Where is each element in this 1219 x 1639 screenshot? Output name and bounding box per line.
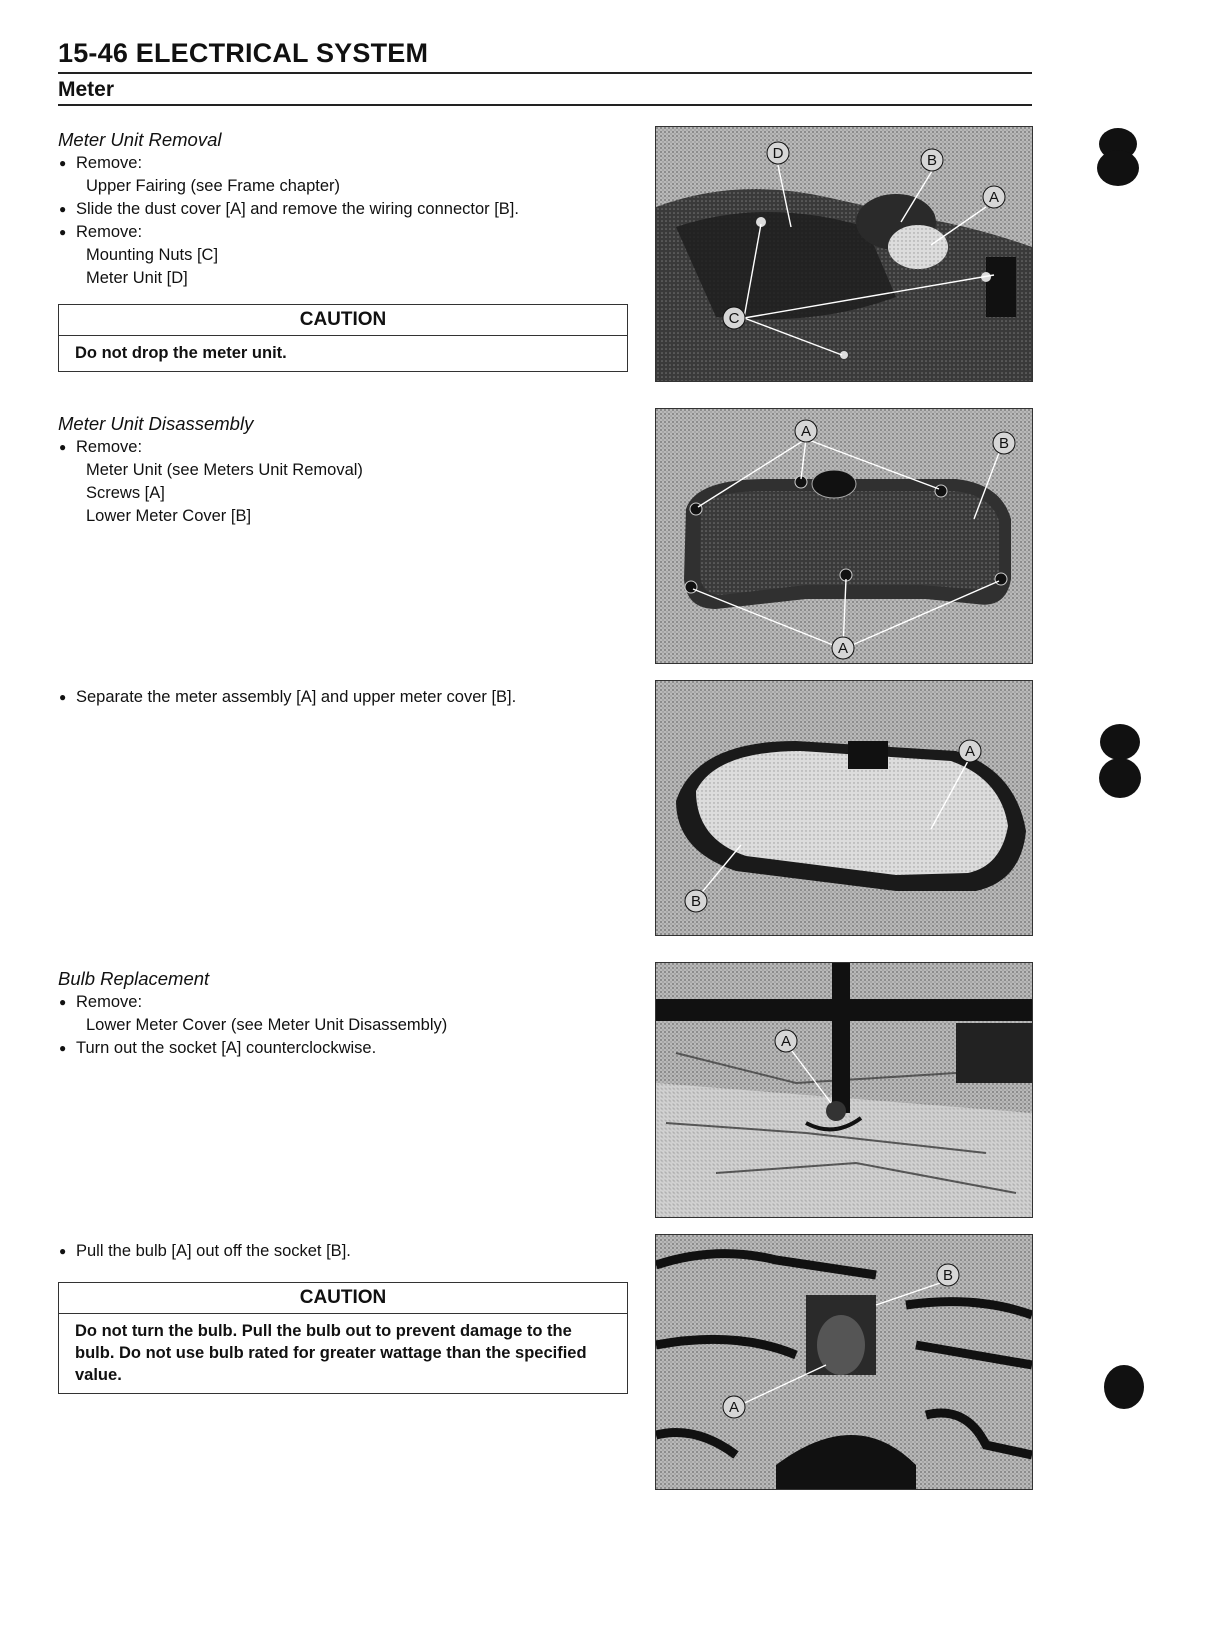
- caution-text: Do not drop the meter unit.: [75, 344, 287, 362]
- header-rule: [58, 72, 1032, 74]
- disassembly-step-1: ● Remove:: [58, 436, 628, 459]
- meter-disassembly-photo: [655, 408, 1033, 664]
- callout-label: A: [728, 1399, 740, 1416]
- disassembly-item: Screws [A]: [86, 484, 165, 502]
- caution-heading: CAUTION: [59, 1283, 627, 1314]
- bulb-pull-photo: [655, 1234, 1033, 1490]
- thumb-tab-mark: [1102, 1362, 1146, 1412]
- removal-step-2: ● Slide the dust cover [A] and remove the wiring connector [B].: [58, 198, 628, 221]
- removal-section: [58, 128, 628, 290]
- removal-item: Mounting Nuts [C]: [86, 246, 219, 264]
- meter-separate-photo: [655, 680, 1033, 936]
- disassembly-title: Meter Unit Disassembly: [58, 413, 254, 434]
- callout-label: B: [926, 152, 938, 169]
- callout-label: A: [964, 743, 976, 760]
- removal-item: Upper Fairing (see Frame chapter): [86, 177, 341, 195]
- caution-box-1: [58, 304, 628, 372]
- page-title: 15-46 ELECTRICAL SYSTEM: [58, 38, 429, 68]
- callout-label: D: [772, 145, 784, 162]
- caution-heading: CAUTION: [59, 305, 627, 336]
- callout-label: B: [998, 435, 1010, 452]
- separate-section: [58, 686, 628, 709]
- disassembly-section: [58, 412, 628, 528]
- disassembly-item: Lower Meter Cover [B]: [86, 507, 252, 525]
- bulb-title: Bulb Replacement: [58, 968, 210, 989]
- callout-label: A: [988, 189, 1000, 206]
- section-title: Meter: [58, 78, 115, 101]
- removal-step-3: ● Remove:: [58, 221, 628, 244]
- section-rule: [58, 104, 1032, 106]
- callout-label: A: [780, 1033, 792, 1050]
- bulb-step-2: ● Turn out the socket [A] counterclockwise.: [58, 1037, 628, 1060]
- callout-label: C: [728, 310, 740, 327]
- caution-box-2: [58, 1282, 628, 1394]
- disassembly-item: Meter Unit (see Meters Unit Removal): [86, 461, 363, 479]
- removal-step-1: ● Remove:: [58, 152, 628, 175]
- separate-step: ● Separate the meter assembly [A] and upper meter cover [B].: [58, 686, 628, 709]
- thumb-tab-mark: [1097, 720, 1143, 802]
- caution-text: Do not turn the bulb. Pull the bulb out to prevent damage to the bulb. Do not use bulb rated for greater wattage than the specified value.: [75, 1322, 587, 1384]
- callout-label: A: [800, 423, 812, 440]
- callout-label: B: [690, 893, 702, 910]
- bulb-section: [58, 967, 628, 1060]
- removal-item: Meter Unit [D]: [86, 269, 188, 287]
- bulb-item: Lower Meter Cover (see Meter Unit Disassembly): [86, 1016, 448, 1034]
- callout-label: A: [837, 640, 849, 657]
- pull-section: [58, 1240, 628, 1263]
- callout-label: B: [942, 1267, 954, 1284]
- bulb-step-1: ● Remove:: [58, 991, 628, 1014]
- thumb-tab-mark: [1095, 126, 1141, 188]
- bulb-socket-photo: [655, 962, 1033, 1218]
- removal-title: Meter Unit Removal: [58, 129, 222, 150]
- meter-removal-photo: [655, 126, 1033, 382]
- pull-step: ● Pull the bulb [A] out off the socket [B].: [58, 1240, 628, 1263]
